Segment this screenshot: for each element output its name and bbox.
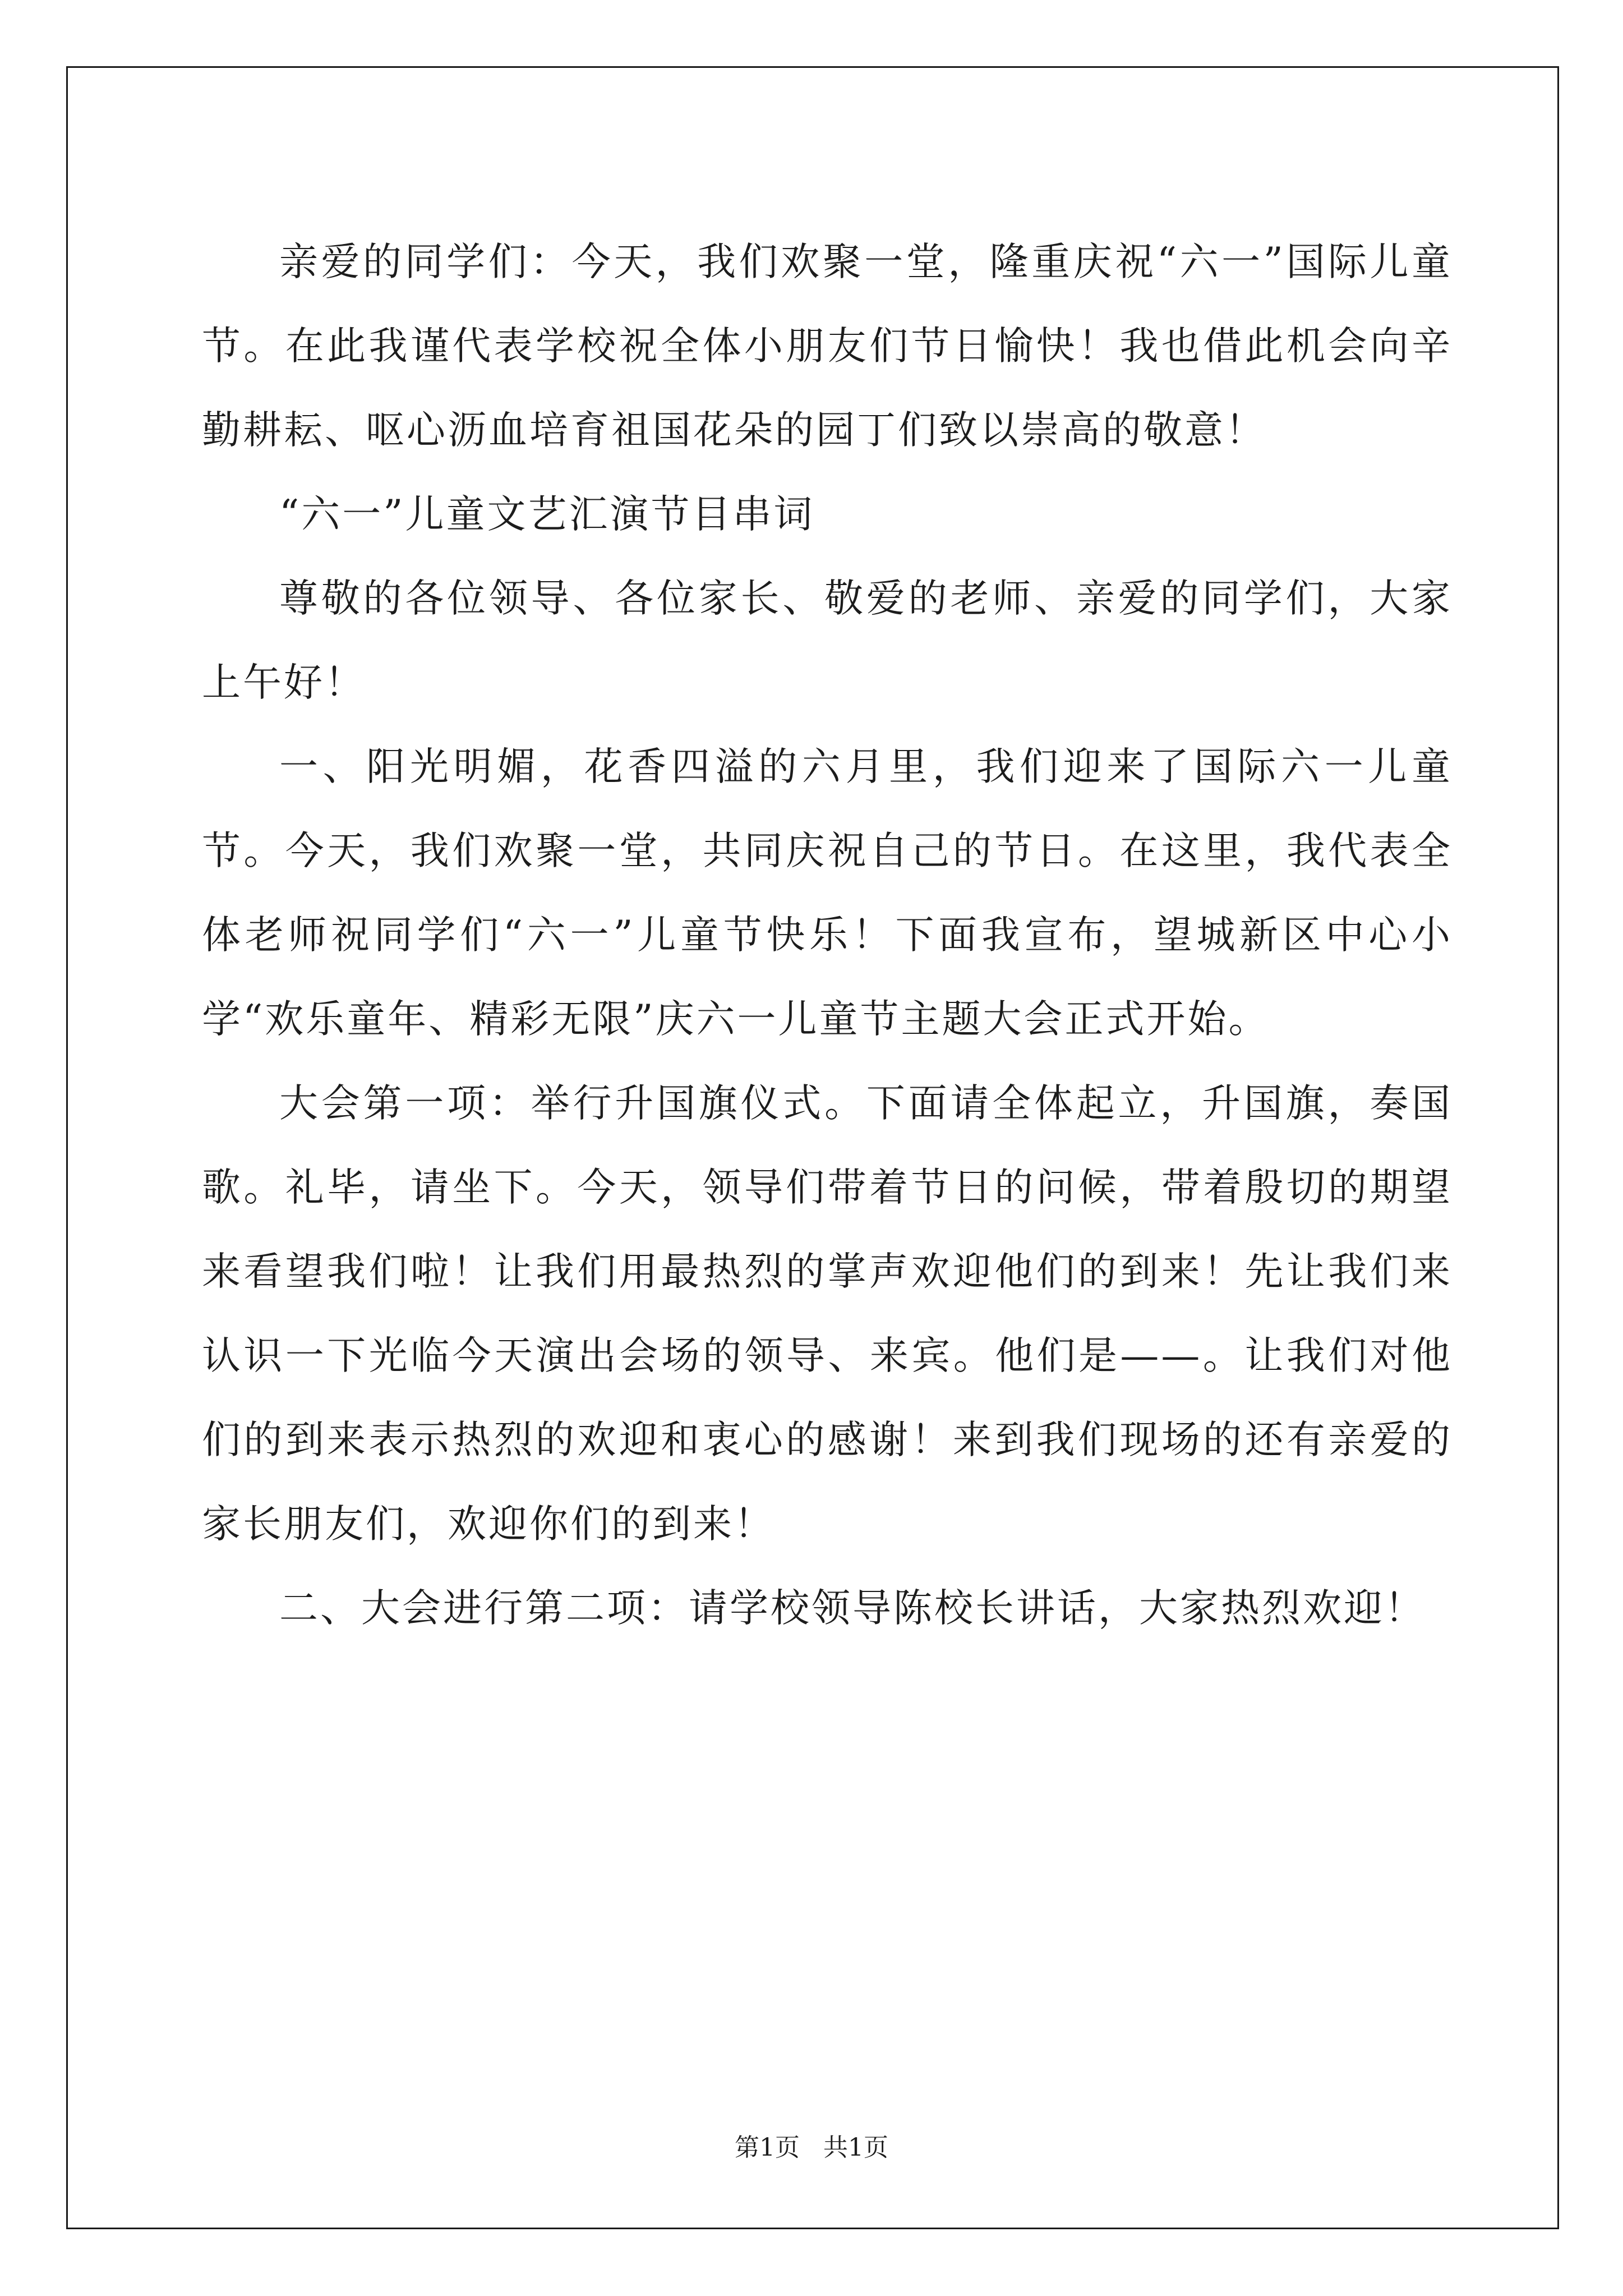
paragraph-title: “六一”儿童文艺汇演节目串词	[279, 492, 815, 537]
paragraph-greeting: 亲爱的同学们：今天，我们欢聚一堂，隆重庆祝“六一”国际儿童节。在此我谨代表学校祝全体小朋友们节日愉快！我也借此机会向辛勤耕耘、呕心沥血培育祖国花朵的园丁们致以崇高的敬意！	[202, 240, 1453, 453]
page-number-footer: 第1页 共1页	[735, 2133, 888, 2162]
paragraph-item-one: 大会第一项：举行升国旗仪式。下面请全体起立，升国旗，奏国歌。礼毕，请坐下。今天，领导们带着节日的问候，带着殷切的期望来看望我们啦！让我们用最热烈的掌声欢迎他们的到来！先让我们来认识一下光临今天演出会场的领导、来宾。他们是——。让我们对他们的到来表示热烈的欢迎和衷心的感谢！来到我们现场的还有亲爱的家长朋友们，欢迎你们的到来！	[202, 1081, 1453, 1547]
paragraph-salutation: 尊敬的各位领导、各位家长、敬爱的老师、亲爱的同学们，大家上午好！	[202, 576, 1453, 705]
document-body	[202, 220, 1453, 1650]
paragraph-opening: 一、阳光明媚，花香四溢的六月里，我们迎来了国际六一儿童节。今天，我们欢聚一堂，共同庆祝自己的节日。在这里，我代表全体老师祝同学们“六一”儿童节快乐！下面我宣布，望城新区中心小学“欢乐童年、精彩无限”庆六一儿童节主题大会正式开始。	[202, 744, 1453, 1042]
paragraph-item-two: 二、大会进行第二项：请学校领导陈校长讲话，大家热烈欢迎！	[279, 1586, 1426, 1631]
